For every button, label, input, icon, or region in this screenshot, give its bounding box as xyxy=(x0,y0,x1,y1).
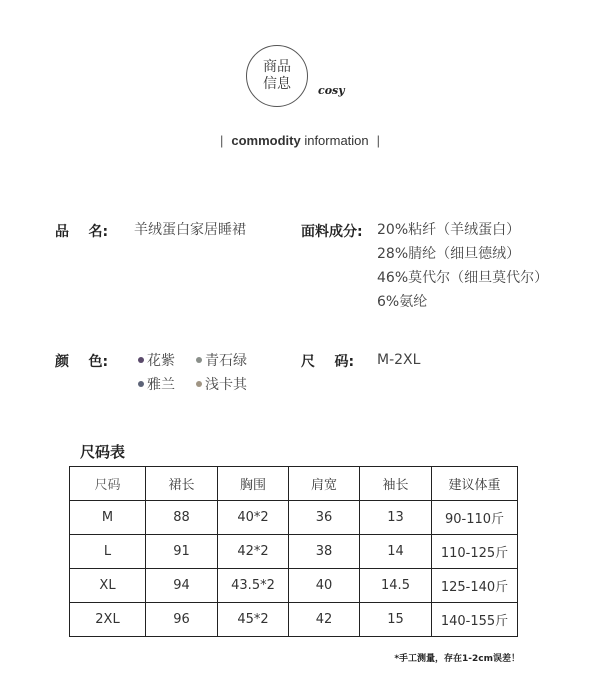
table-cell: 2XL xyxy=(70,603,146,637)
table-row xyxy=(70,535,518,569)
table-cell: 40 xyxy=(289,569,360,603)
badge-line-2: 信息 xyxy=(263,76,291,92)
size-table-header: 袖长 xyxy=(360,467,432,501)
table-cell: 14 xyxy=(360,535,432,569)
table-cell: 42 xyxy=(289,603,360,637)
table-cell: 38 xyxy=(289,535,360,569)
subtitle-bar-right: | xyxy=(376,133,381,148)
table-cell: 43.5*2 xyxy=(218,569,289,603)
table-cell: 45*2 xyxy=(218,603,289,637)
color-dot xyxy=(196,357,202,363)
size-table-header-row xyxy=(70,467,518,501)
size-table-header: 尺码 xyxy=(70,467,146,501)
color-options xyxy=(138,348,254,396)
table-cell: 110-125斤 xyxy=(432,535,518,569)
fabric-line: 20%粘纤（羊绒蛋白） xyxy=(377,222,521,238)
size-table-header: 建议体重 xyxy=(432,467,518,501)
table-cell: 88 xyxy=(146,501,218,535)
name-value: 羊绒蛋白家居睡裙 xyxy=(134,222,246,238)
table-row xyxy=(70,569,518,603)
color-name: 浅卡其 xyxy=(205,377,247,393)
size-range: M-2XL xyxy=(377,352,421,368)
color-dot xyxy=(196,381,202,387)
color-option xyxy=(196,374,254,394)
table-cell: 140-155斤 xyxy=(432,603,518,637)
table-cell: 96 xyxy=(146,603,218,637)
badge-note: cosy xyxy=(318,84,345,97)
color-dot xyxy=(138,381,144,387)
size-label: 尺 码: xyxy=(301,354,355,370)
subtitle-strong: commodity xyxy=(231,133,301,148)
table-cell: 15 xyxy=(360,603,432,637)
size-chart-table xyxy=(69,466,518,637)
subtitle-rest: information xyxy=(304,133,369,148)
table-row xyxy=(70,603,518,637)
measurement-note: *手工测量，存在1-2cm误差！ xyxy=(394,654,520,664)
table-cell: 91 xyxy=(146,535,218,569)
table-cell: 125-140斤 xyxy=(432,569,518,603)
color-label: 颜 色: xyxy=(55,354,109,370)
fabric-line: 46%莫代尔（细旦莫代尔） xyxy=(377,270,549,286)
section-subtitle xyxy=(0,133,600,148)
table-cell: 90-110斤 xyxy=(432,501,518,535)
color-name: 青石绿 xyxy=(205,353,247,369)
color-option xyxy=(138,374,196,394)
color-dot xyxy=(138,357,144,363)
product-info-badge xyxy=(246,45,308,107)
table-cell: L xyxy=(70,535,146,569)
subtitle-bar-left: | xyxy=(219,133,224,148)
fabric-label: 面料成分: xyxy=(301,224,363,240)
table-cell: M xyxy=(70,501,146,535)
badge-line-1: 商品 xyxy=(263,59,291,75)
table-cell: XL xyxy=(70,569,146,603)
color-name: 花紫 xyxy=(147,353,175,369)
color-option xyxy=(138,350,196,370)
size-table-header: 胸围 xyxy=(218,467,289,501)
table-cell: 94 xyxy=(146,569,218,603)
table-cell: 40*2 xyxy=(218,501,289,535)
table-row xyxy=(70,501,518,535)
size-chart-title: 尺码表 xyxy=(80,443,126,461)
size-table-header: 裙长 xyxy=(146,467,218,501)
size-table-header: 肩宽 xyxy=(289,467,360,501)
table-cell: 36 xyxy=(289,501,360,535)
fabric-composition xyxy=(377,218,548,314)
fabric-line: 28%腈纶（细旦德绒） xyxy=(377,246,521,262)
name-label: 品 名: xyxy=(55,224,109,240)
fabric-line: 6%氨纶 xyxy=(377,294,428,310)
table-cell: 42*2 xyxy=(218,535,289,569)
table-cell: 14.5 xyxy=(360,569,432,603)
color-name: 雅兰 xyxy=(147,377,175,393)
table-cell: 13 xyxy=(360,501,432,535)
color-option xyxy=(196,350,254,370)
